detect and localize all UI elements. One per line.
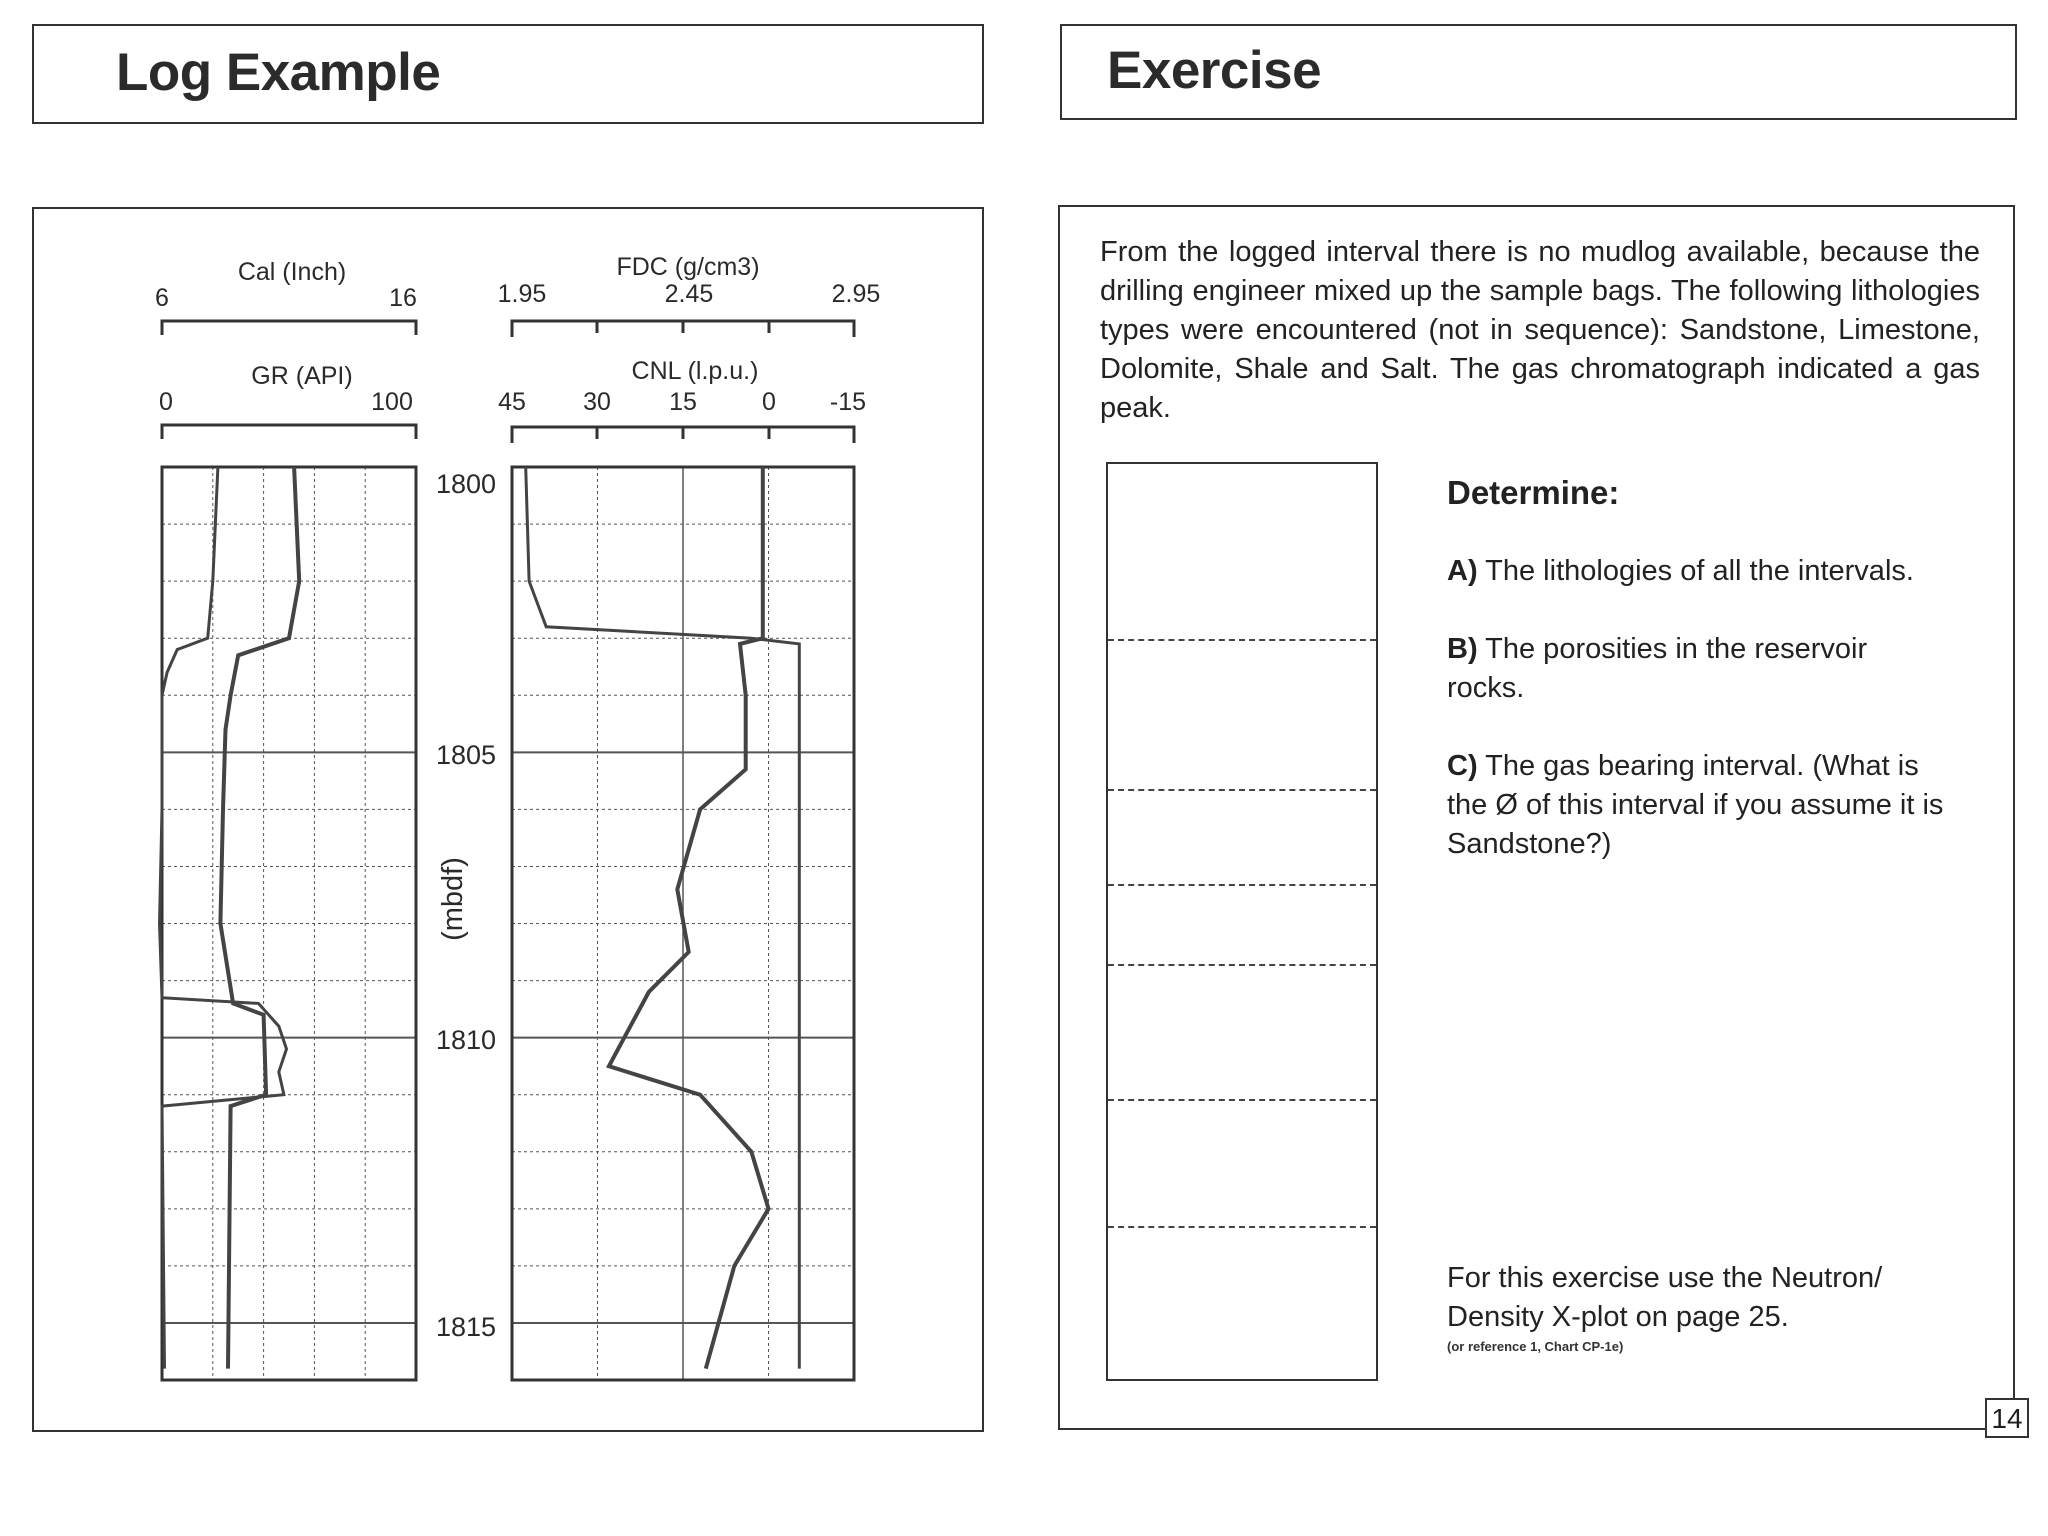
cal-max: 16 [389,284,417,312]
fdc-tick-0: 1.95 [497,280,547,308]
depth-label-1805: 1805 [435,740,497,770]
interval-divider [1108,1226,1376,1228]
cnl-tick-0: 45 [498,388,526,416]
question-b-letter: B) [1447,633,1478,665]
cal-curve [160,467,287,1369]
question-a-letter: A) [1447,555,1478,587]
depth-label-1800: 1800 [435,469,497,499]
track1-grid [162,467,416,1380]
question-b [1447,630,1887,708]
title-box-log-example [32,24,984,124]
fdc-tick-2: 2.95 [831,280,881,308]
interval-divider [1108,789,1376,791]
determine-heading: Determine: [1447,474,1620,511]
fdc-label: FDC (g/cm3) [616,253,760,281]
reference-note: (or reference 1, Chart CP-1e) [1447,1339,1624,1354]
question-c-letter: C) [1447,750,1478,782]
title-box-exercise [1060,24,2017,120]
exercise-title: Exercise [1107,41,1322,100]
question-a-text: The lithologies of all the intervals. [1485,555,1914,587]
well-log-figure [34,209,986,1434]
cal-scale-bar [162,321,416,335]
exercise-note: For this exercise use the Neutron/ Density X-plot on page 25. [1447,1262,1883,1333]
cnl-tick-1: 30 [583,388,611,416]
fdc-curve [526,467,800,1369]
cnl-label: CNL (l.p.u.) [631,357,759,385]
cnl-tick-3: 0 [762,388,776,416]
page-number: 14 [1985,1398,2029,1438]
gr-min: 0 [159,388,173,416]
exercise-panel [1058,205,2015,1430]
exercise-intro-text: From the logged interval there is no mudlog available, because the drilling engineer mixed up the sample bags. The following lithologies types were encountered (not in sequence): Sandstone, Limestone, Dolomite, Shale and Salt. The gas chromatograph indicated a gas peak. [1100,236,1980,424]
depth-label-1815: 1815 [435,1312,497,1342]
question-c [1447,747,1947,864]
gr-label: GR (API) [251,362,353,390]
lithology-column-blank[interactable] [1106,462,1378,1381]
cnl-tick-2: 15 [669,388,697,416]
cnl-tick-4: -15 [829,388,867,416]
interval-divider [1108,884,1376,886]
log-example-title: Log Example [116,43,441,102]
question-b-text: The porosities in the reservoir rocks. [1447,633,1868,704]
question-a [1447,552,1967,591]
gr-scale-bar [162,425,416,439]
cnl-curve [609,467,769,1369]
fdc-tick-1: 2.45 [664,280,714,308]
interval-divider [1108,964,1376,966]
interval-divider [1108,639,1376,641]
log-example-panel [32,207,984,1432]
depth-label-1810: 1810 [435,1025,497,1055]
gr-max: 100 [371,388,413,416]
cal-label: Cal (Inch) [237,258,347,286]
question-c-text: The gas bearing interval. (What is the Ø of this interval if you assume it is Sandstone?) [1447,750,1944,860]
gr-curve [220,467,299,1369]
fdc-scale-bar [512,321,854,337]
cnl-scale-bar [512,427,854,443]
interval-divider [1108,1099,1376,1101]
cal-min: 6 [155,284,169,312]
depth-axis-label: (mbdf) [437,857,469,941]
